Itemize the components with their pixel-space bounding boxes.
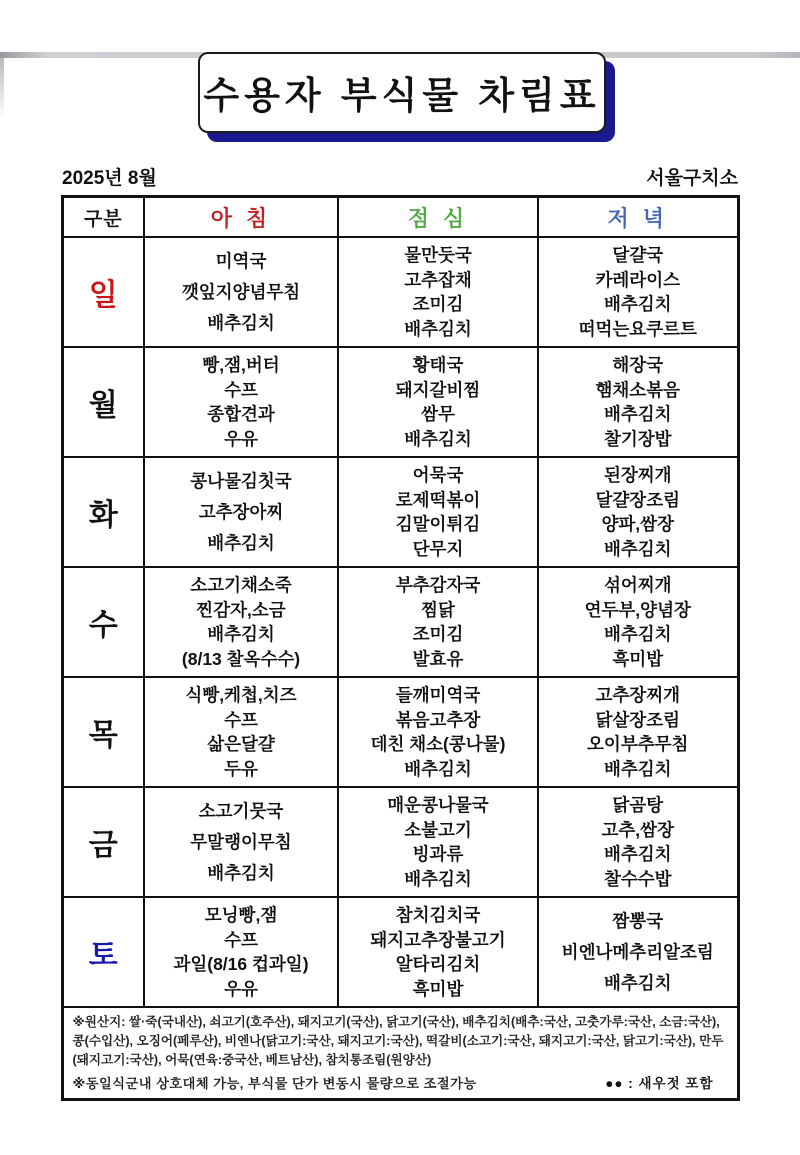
menu-item: 수프 (224, 929, 258, 950)
menu-item: 배추김치 (603, 539, 672, 560)
menu-item: 배추김치 (603, 759, 672, 780)
day-label: 화 (62, 457, 144, 567)
meal-cell-dinner (538, 787, 738, 897)
menu-item: 김말이튀김 (395, 514, 481, 535)
col-header-dinner: 저 녁 (538, 197, 738, 238)
menu-item: 과일(8/16 컵과일) (173, 954, 309, 975)
menu-item: 쌈무 (421, 404, 455, 425)
meal-items (145, 678, 337, 786)
menu-item: 고추장아찌 (198, 501, 284, 522)
meal-items (339, 348, 537, 456)
menu-item: 찜닭 (421, 599, 455, 620)
menu-item: 삶은달걀 (207, 734, 275, 755)
menu-item: 배추김치 (207, 312, 275, 333)
footer-row (62, 1007, 738, 1099)
menu-item: 단무지 (412, 539, 464, 560)
col-header-breakfast: 아 침 (144, 197, 338, 238)
menu-item: 식빵,케첩,치즈 (185, 684, 297, 705)
menu-item: 깻잎지양념무침 (181, 281, 301, 302)
meal-cell-dinner (538, 347, 738, 457)
table-header (62, 197, 738, 238)
menu-item: 고추,쌈장 (601, 819, 674, 840)
meal-cell-breakfast (144, 677, 338, 787)
menu-item: 빵,잼,버터 (202, 354, 280, 375)
meal-cell-lunch (338, 347, 538, 457)
menu-item: 우유 (224, 979, 258, 1000)
menu-table (61, 195, 740, 1101)
menu-item: 알타리김치 (395, 954, 481, 975)
menu-item: 참치김치국 (395, 904, 481, 925)
meal-cell-breakfast (144, 457, 338, 567)
menu-item: 수프 (224, 379, 258, 400)
meal-cell-breakfast (144, 897, 338, 1007)
meal-items (539, 238, 737, 346)
meal-cell-dinner (538, 677, 738, 787)
menu-item: 배추김치 (207, 624, 275, 645)
menu-item: 찰수수밥 (603, 869, 672, 890)
menu-item: 햄채소볶음 (595, 379, 681, 400)
page-title: 수용자 부식물 차림표 (203, 75, 601, 116)
menu-item: 배추김치 (603, 294, 672, 315)
table-row (62, 457, 738, 567)
menu-item: 배추김치 (603, 844, 672, 865)
meal-items (145, 348, 337, 456)
meal-cell-dinner (538, 237, 738, 347)
meal-cell-dinner (538, 897, 738, 1007)
day-label: 월 (62, 347, 144, 457)
day-label: 일 (62, 237, 144, 347)
meal-items (145, 458, 337, 566)
table-row (62, 347, 738, 457)
menu-item: 떠먹는요쿠르트 (578, 319, 697, 340)
day-label: 수 (62, 567, 144, 677)
menu-item: 닭살장조림 (595, 709, 681, 730)
menu-item: 콩나물김칫국 (190, 470, 292, 491)
menu-item: 부추감자국 (395, 574, 481, 595)
meal-cell-lunch (338, 567, 538, 677)
menu-item: 모닝빵,잼 (204, 904, 278, 925)
menu-item: 종합견과 (207, 404, 275, 425)
meal-items (339, 678, 537, 786)
menu-item: 조미김 (412, 624, 464, 645)
menu-item: 찰기장밥 (603, 429, 672, 450)
footer-bottom-row (73, 1072, 728, 1092)
menu-item: 배추김치 (603, 624, 672, 645)
menu-item: 배추김치 (603, 404, 672, 425)
menu-item: 고추장찌개 (595, 684, 681, 705)
menu-item: 소불고기 (404, 819, 472, 840)
menu-item: 고추잡채 (404, 269, 472, 290)
menu-item: 흑미밥 (412, 979, 464, 1000)
table-row (62, 677, 738, 787)
header-row (62, 197, 738, 238)
meal-items (539, 458, 737, 566)
menu-item: 배추김치 (404, 759, 472, 780)
day-label: 목 (62, 677, 144, 787)
meal-cell-lunch (338, 457, 538, 567)
meal-items (339, 238, 537, 346)
menu-item: (8/13 찰옥수수) (181, 649, 301, 670)
menu-item: 조미김 (412, 294, 464, 315)
substitute-note: ※동일식군내 상호대체 가능, 부식물 단가 변동시 물량으로 조절가능 (72, 1075, 477, 1091)
table-row (62, 897, 738, 1007)
meal-cell-breakfast (144, 347, 338, 457)
menu-item: 짬뽕국 (612, 910, 664, 931)
menu-item: 매운콩나물국 (387, 794, 489, 815)
table-row (62, 787, 738, 897)
meal-items (339, 568, 537, 676)
menu-month: 2025년 8월 (62, 168, 157, 189)
meal-items (145, 898, 337, 1006)
meal-items (539, 678, 737, 786)
menu-item: 배추김치 (404, 429, 472, 450)
menu-item: 달걀장조림 (595, 489, 681, 510)
meal-cell-dinner (538, 457, 738, 567)
menu-item: 배추김치 (603, 972, 672, 993)
shrimp-legend: ●● : 새우젓 포함 (605, 1075, 714, 1091)
table-row (62, 567, 738, 677)
menu-item: 섞어찌개 (603, 574, 672, 595)
menu-item: 발효유 (412, 649, 464, 670)
menu-item: 해장국 (612, 354, 664, 375)
menu-item: 들깨미역국 (395, 684, 481, 705)
menu-table-body (62, 237, 738, 1007)
menu-item: 닭곰탕 (612, 794, 664, 815)
meal-items (539, 898, 737, 1006)
meal-items (145, 238, 337, 346)
menu-item: 빙과류 (412, 844, 464, 865)
meal-cell-lunch (338, 787, 538, 897)
meal-cell-lunch (338, 897, 538, 1007)
menu-item: 배추김치 (404, 319, 472, 340)
menu-item: 달걀국 (612, 244, 664, 265)
meal-cell-lunch (338, 677, 538, 787)
meal-items (339, 788, 537, 896)
day-label: 토 (62, 897, 144, 1007)
menu-item: 두유 (224, 759, 258, 780)
menu-item: 배추김치 (207, 532, 275, 553)
menu-item: 흑미밥 (612, 649, 664, 670)
menu-item: 우유 (224, 429, 258, 450)
meal-items (539, 348, 737, 456)
footer-cell (62, 1007, 738, 1099)
meal-items (145, 788, 337, 896)
facility-name: 서울구치소 (646, 168, 738, 189)
menu-item: 돼지고추장불고기 (370, 929, 506, 950)
meal-cell-breakfast (144, 567, 338, 677)
meal-items (339, 458, 537, 566)
meal-items (539, 788, 737, 896)
table-footer (62, 1007, 738, 1099)
menu-item: 오이부추무침 (587, 734, 689, 755)
photo-edge-artifact-left (0, 58, 4, 118)
meal-cell-dinner (538, 567, 738, 677)
menu-item: 로제떡볶이 (395, 489, 481, 510)
menu-item: 연두부,양념장 (584, 599, 691, 620)
meal-cell-breakfast (144, 787, 338, 897)
menu-item: 황태국 (412, 354, 464, 375)
menu-item: 배추김치 (404, 869, 472, 890)
meal-cell-breakfast (144, 237, 338, 347)
menu-item: 볶음고추장 (395, 709, 481, 730)
meal-items (539, 568, 737, 676)
menu-item: 소고기뭇국 (198, 800, 284, 821)
menu-item: 찐감자,소금 (196, 599, 286, 620)
table-row (62, 237, 738, 347)
meal-items (145, 568, 337, 676)
menu-item: 소고기채소죽 (190, 574, 292, 595)
menu-item: 물만둣국 (404, 244, 472, 265)
menu-item: 수프 (224, 709, 258, 730)
day-label: 금 (62, 787, 144, 897)
origin-note: ※원산지: 쌀·죽(국내산), 쇠고기(호주산), 돼지고기(국산), 닭고기(국산), 배추김치(배추:국산, 고춧가루:국산, 소금:국산), 콩(수입산), 오징어(페루산), 비엔나(닭고기:국산, 돼지고기:국산), 떡갈비(소고기:국산, 돼지고기:국산, 닭고기:국산), 만두(돼지고기:국산), 어묵(연육:중국산, 베트남산), 참치통조림(원양산) (72, 1015, 724, 1067)
col-header-lunch: 점 심 (338, 197, 538, 238)
menu-item: 비엔나메추리알조림 (561, 941, 714, 962)
menu-item: 어묵국 (412, 464, 464, 485)
page-title-box (198, 52, 606, 133)
menu-item: 무말랭이무침 (190, 831, 292, 852)
menu-item: 미역국 (215, 250, 267, 271)
meal-items (339, 898, 537, 1006)
menu-item: 양파,쌈장 (601, 514, 674, 535)
menu-item: 돼지갈비찜 (395, 379, 481, 400)
col-header-category: 구분 (62, 197, 144, 238)
menu-item: 배추김치 (207, 862, 275, 883)
menu-item: 데친 채소(콩나물) (370, 734, 506, 755)
meal-cell-lunch (338, 237, 538, 347)
meta-row (62, 163, 738, 190)
menu-item: 카레라이스 (595, 269, 681, 290)
menu-item: 된장찌개 (603, 464, 672, 485)
